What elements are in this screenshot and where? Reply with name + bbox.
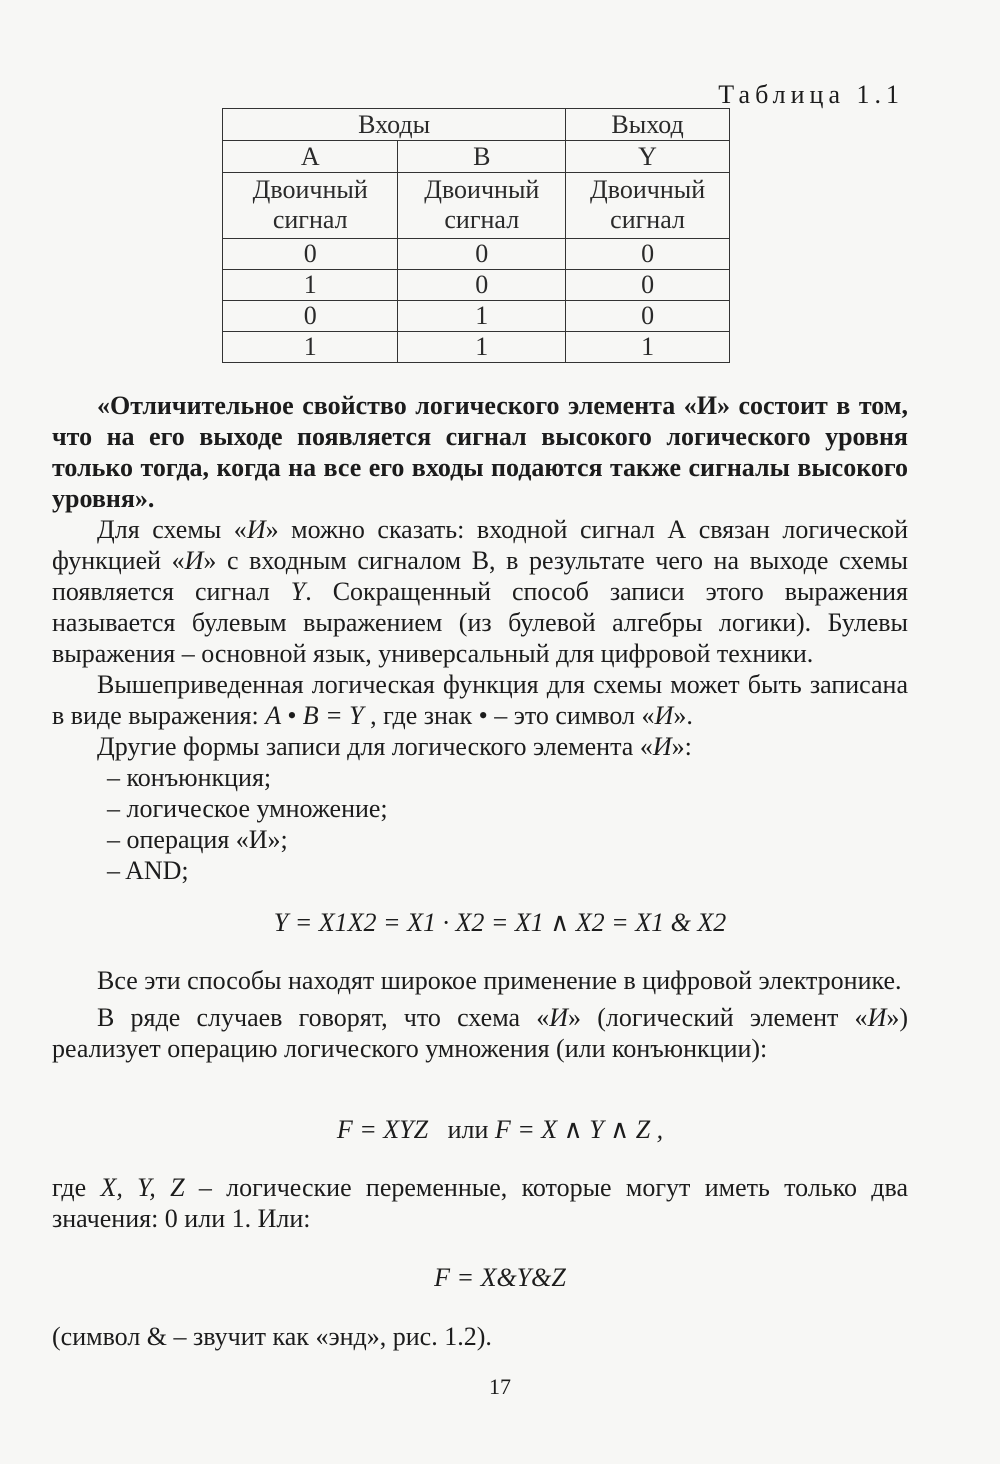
table-row xyxy=(223,239,730,270)
paragraph-7: (символ & – звучит как «энд», рис. 1.2). xyxy=(52,1322,492,1351)
body-text-upper xyxy=(52,390,908,886)
header-col-y: Y xyxy=(566,141,730,173)
header-output: Выход xyxy=(566,109,730,141)
type-col-y: Двоичный сигнал xyxy=(566,173,730,239)
table-caption: Таблица 1.1 xyxy=(718,80,904,109)
truth-table xyxy=(222,108,730,363)
type-col-b: Двоичный сигнал xyxy=(398,173,566,239)
paragraph-5: В ряде случаев говорят, что схема «И» (логический элемент «И») реализует операцию логического умножения (или конъюнкции): xyxy=(52,1003,909,1063)
page-number: 17 xyxy=(489,1374,511,1399)
paragraph-1: Для схемы «И» можно сказать: входной сигнал А связан логической функцией «И» с входным сигналом В, в результате чего на выходе схемы появляется сигнал Y. Сокращенный способ записи этого выражения называется булевым выражением (из булевой алгебры логики). Булевы выражения – основной язык, универсальный для цифровой техники. xyxy=(52,515,908,668)
type-col-a: Двоичный сигнал xyxy=(223,173,398,239)
table-row xyxy=(223,270,730,301)
formula-product: F = XYZ или F = X ∧ Y ∧ Z , xyxy=(336,1115,664,1144)
header-col-a: A xyxy=(223,141,398,173)
cell-a: 1 xyxy=(223,270,398,301)
list-item: – операция «И»; xyxy=(107,825,288,854)
list-item: – конъюнкция; xyxy=(107,763,272,792)
cell-a: 1 xyxy=(223,332,398,363)
cell-y: 0 xyxy=(566,239,730,270)
formula-conjunction: Y = X1X2 = X1 · X2 = X1 ∧ X2 = X1 & X2 xyxy=(273,908,727,937)
header-col-b: B xyxy=(398,141,566,173)
cell-y: 0 xyxy=(566,270,730,301)
body-text-lower xyxy=(52,1321,908,1352)
body-text-middle xyxy=(52,965,908,1064)
paragraph-3: Другие формы записи для логического элемента «И»: xyxy=(97,732,692,761)
cell-y: 0 xyxy=(566,301,730,332)
paragraph-4: Все эти способы находят широкое применение в цифровой электронике. xyxy=(97,966,902,995)
cell-b: 1 xyxy=(398,301,566,332)
bold-paragraph: «Отличительное свойство логического элемента «И» состоит в том, что на его выходе появляется сигнал высокого логического уровня только тогда, когда на все его входы подаются также сигналы высокого уровня». xyxy=(52,391,908,513)
header-inputs: Входы xyxy=(223,109,566,141)
cell-a: 0 xyxy=(223,239,398,270)
cell-b: 0 xyxy=(398,239,566,270)
table-row xyxy=(223,301,730,332)
cell-b: 0 xyxy=(398,270,566,301)
formula-and-symbol: F = X&Y&Z xyxy=(434,1263,566,1292)
cell-y: 1 xyxy=(566,332,730,363)
body-text-vars xyxy=(52,1172,908,1234)
list-item: – логическое умножение; xyxy=(107,794,388,823)
list-item: – AND; xyxy=(107,856,189,885)
paragraph-6: где X, Y, Z – логические переменные, которые могут иметь только два значения: 0 или 1. Или: xyxy=(52,1173,908,1233)
cell-b: 1 xyxy=(398,332,566,363)
table-row xyxy=(223,332,730,363)
cell-a: 0 xyxy=(223,301,398,332)
paragraph-2: Вышеприведенная логическая функция для схемы может быть записана в виде выражения: A • B = Y , где знак • – это символ «И». xyxy=(52,670,908,730)
